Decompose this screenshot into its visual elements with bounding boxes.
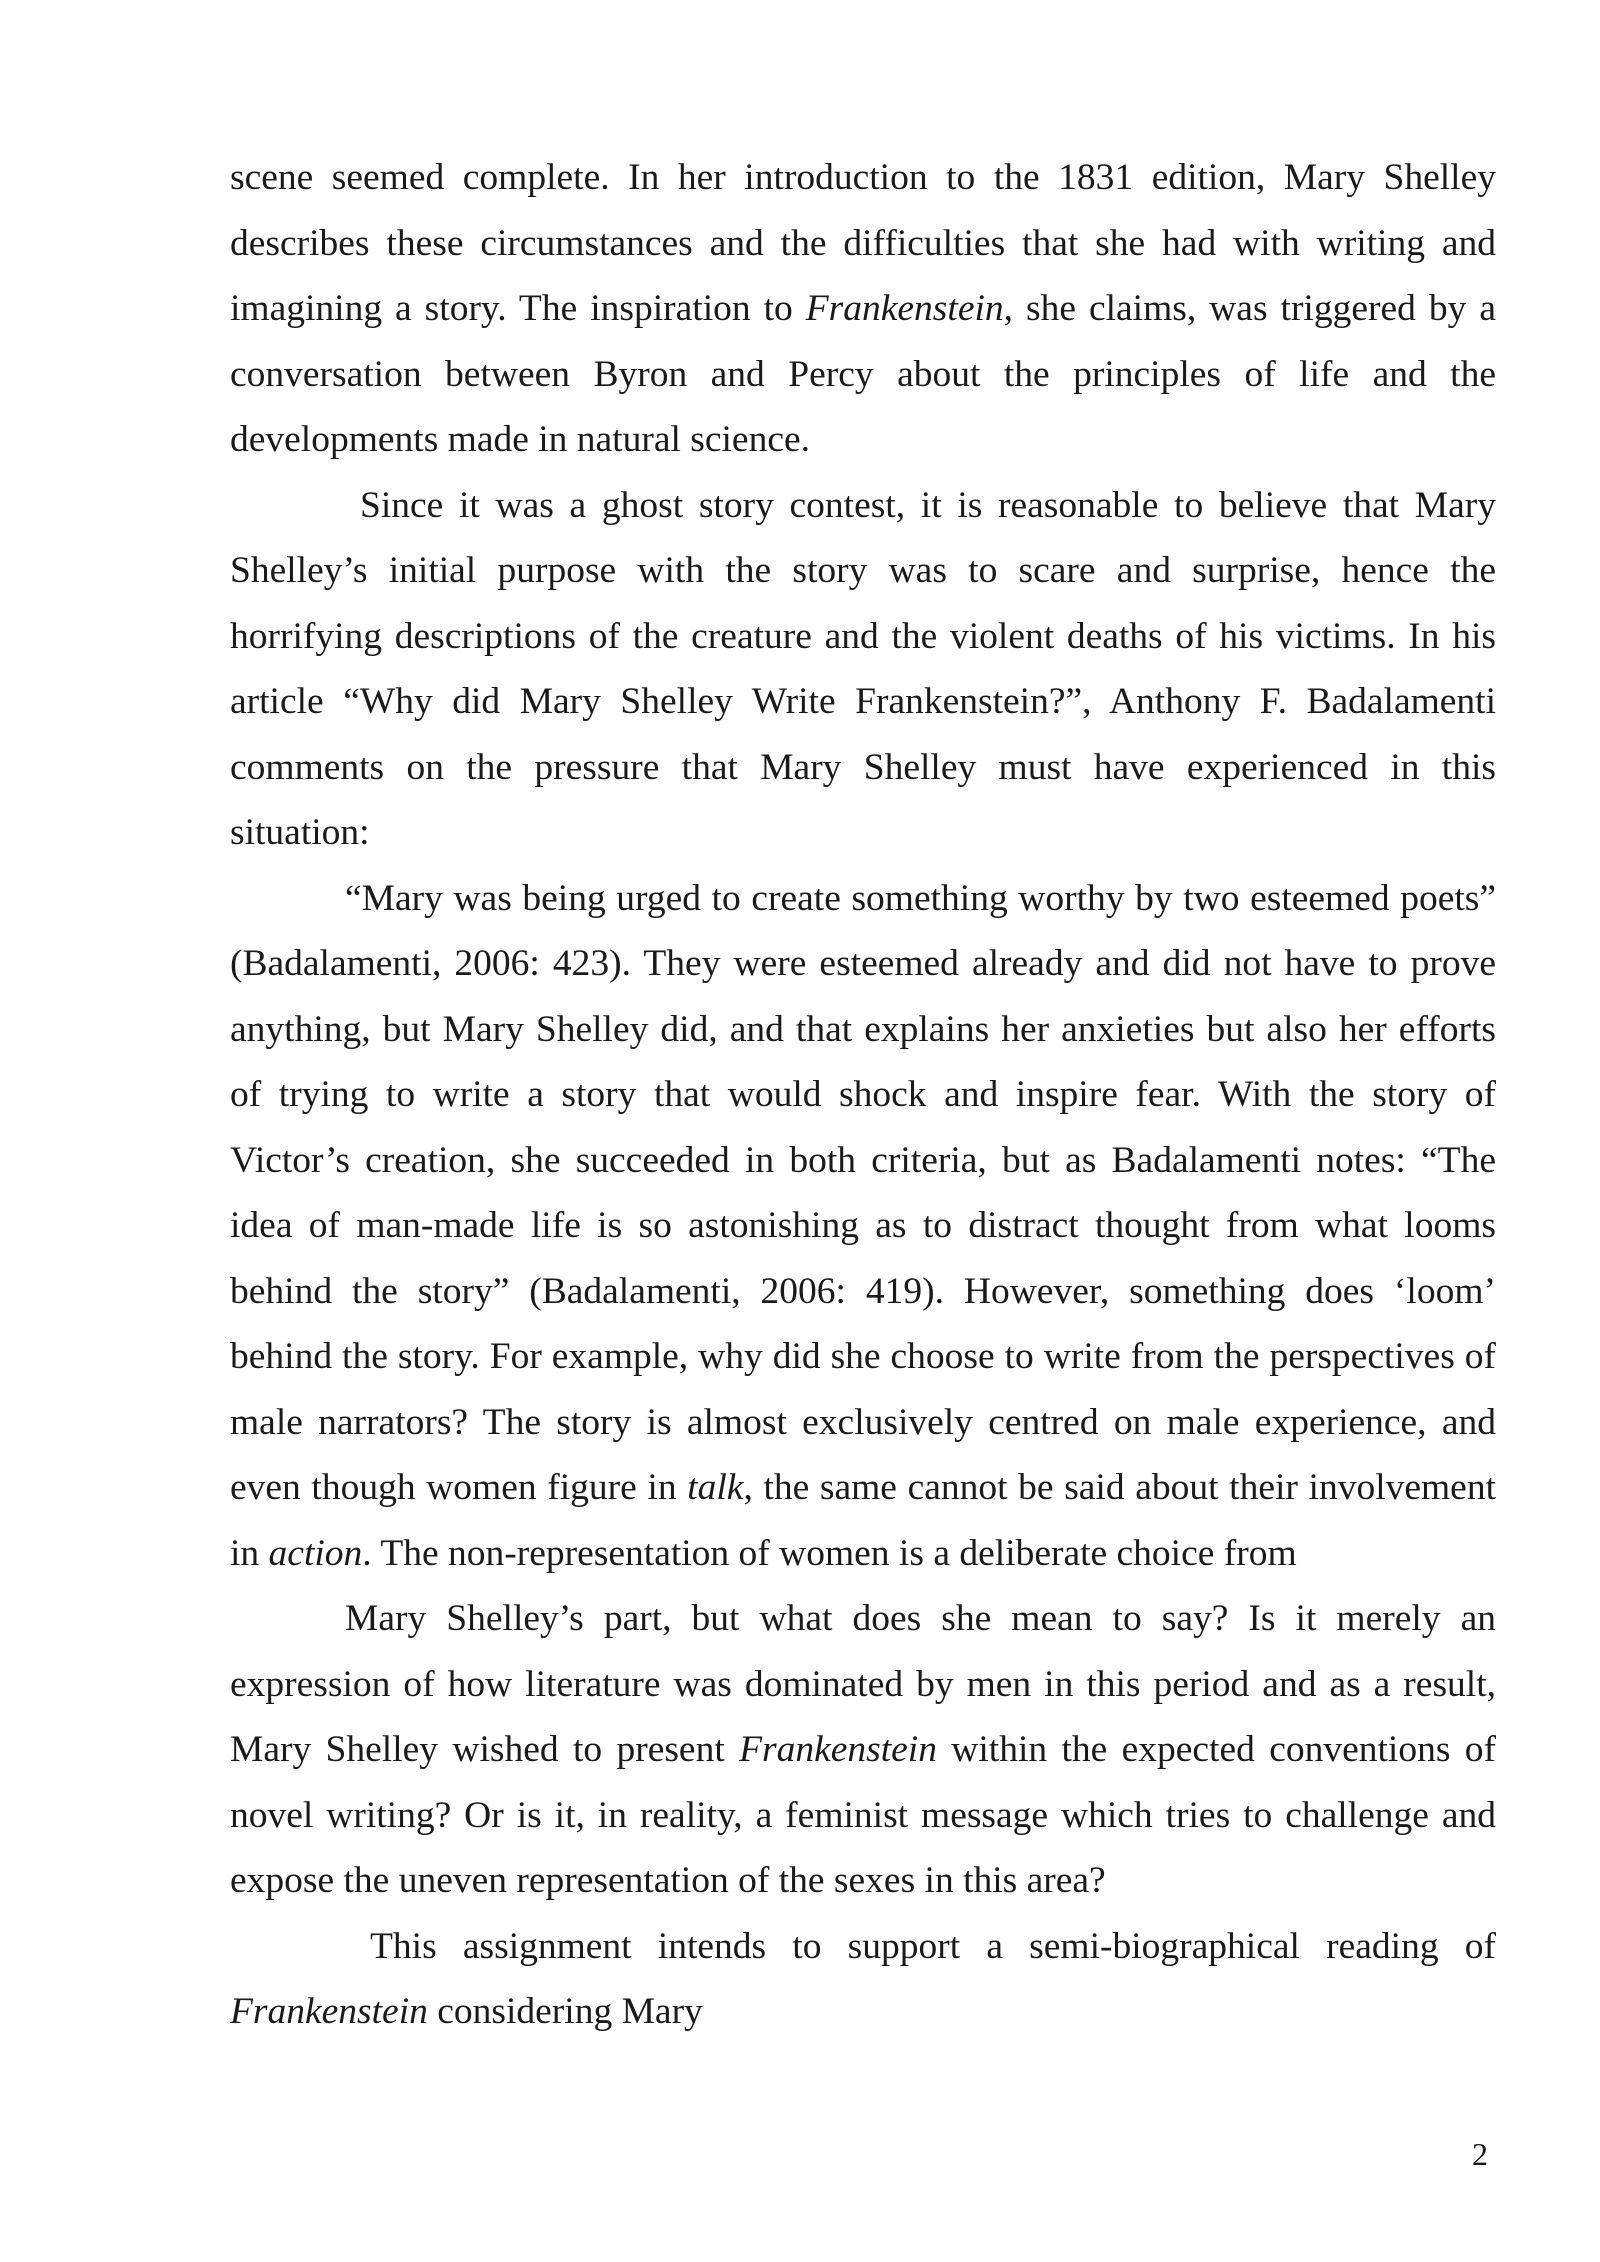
paragraph-4-italic-title: Frankenstein <box>739 1729 937 1770</box>
paragraph-5-text-1: This assignment intends to support a semi-biographical reading of <box>370 1925 1496 1967</box>
paragraph-5 <box>230 1914 1496 2045</box>
paragraph-1 <box>230 145 1496 473</box>
paragraph-3-text-2: , the same cannot be said about their involvement in <box>230 1467 1496 1574</box>
body-text <box>230 145 1496 2045</box>
paragraph-2-text-1: Since it was a ghost story contest, it is reasonable to believe that Mary Shelley’s initial purpose with the story was to scare and surprise, hence the horrifying descriptions of the creature and the violent deaths of his victims. In his article “Why did Mary Shelley Write Frankenstein?”, Anthony F. Badalamenti comments on the pressure that Mary Shelley must have experienced in this situation: <box>230 484 1496 853</box>
paragraph-3-text-1: “Mary was being urged to create something worthy by two esteemed poets” (Badalamenti, 2006: 423). They were esteemed already and did not have to prove anything, but Mary Shelley did, and that explains her anxieties but also her efforts of trying to write a story that would shock and inspire fear. With the story of Victor’s creation, she succeeded in both criteria, but as Badalamenti notes: “The idea of man-made life is so astonishing as to distract thought from what looms behind the story” (Badalamenti, 2006: 419). However, something does ‘loom’ behind the story. For example, why did she choose to write from the perspectives of male narrators? The story is almost exclusively centred on male experience, and even though women figure in <box>230 877 1496 1508</box>
paragraph-1-italic-title: Frankenstein <box>805 288 1004 329</box>
paragraph-2 <box>230 473 1496 866</box>
paragraph-3-italic-talk: talk <box>687 1467 744 1508</box>
paragraph-4 <box>230 1586 1496 1914</box>
page-number: 2 <box>1472 2136 1488 2172</box>
paragraph-4-text-1: Mary Shelley’s part, but what does she mean to say? Is it merely an expression of how literature was dominated by men in this period and as a result, Mary Shelley wished to present <box>230 1598 1496 1770</box>
paragraph-4-text-2: within the expected conventions of novel writing? Or is it, in reality, a feminist message which tries to challenge and expose the uneven representation of the sexes in this area? <box>230 1729 1497 1901</box>
paragraph-3-italic-action: action <box>268 1532 363 1574</box>
paragraph-5-text-2: considering Mary <box>427 1991 703 2032</box>
paragraph-3 <box>230 866 1496 1587</box>
paragraph-1-text-1: scene seemed complete. In her introduction to the 1831 edition, Mary Shelley describes these circumstances and the difficulties that she had with writing and imagining a story. The inspiration to <box>230 157 1496 329</box>
paragraph-3-text-3: . The non-representation of women is a deliberate choice from <box>362 1532 1297 1574</box>
paragraph-1-text-2: , she claims, was triggered by a conversation between Byron and Percy about the principles of life and the developments made in natural science. <box>230 288 1496 460</box>
paragraph-5-italic-title: Frankenstein <box>230 1991 428 2032</box>
